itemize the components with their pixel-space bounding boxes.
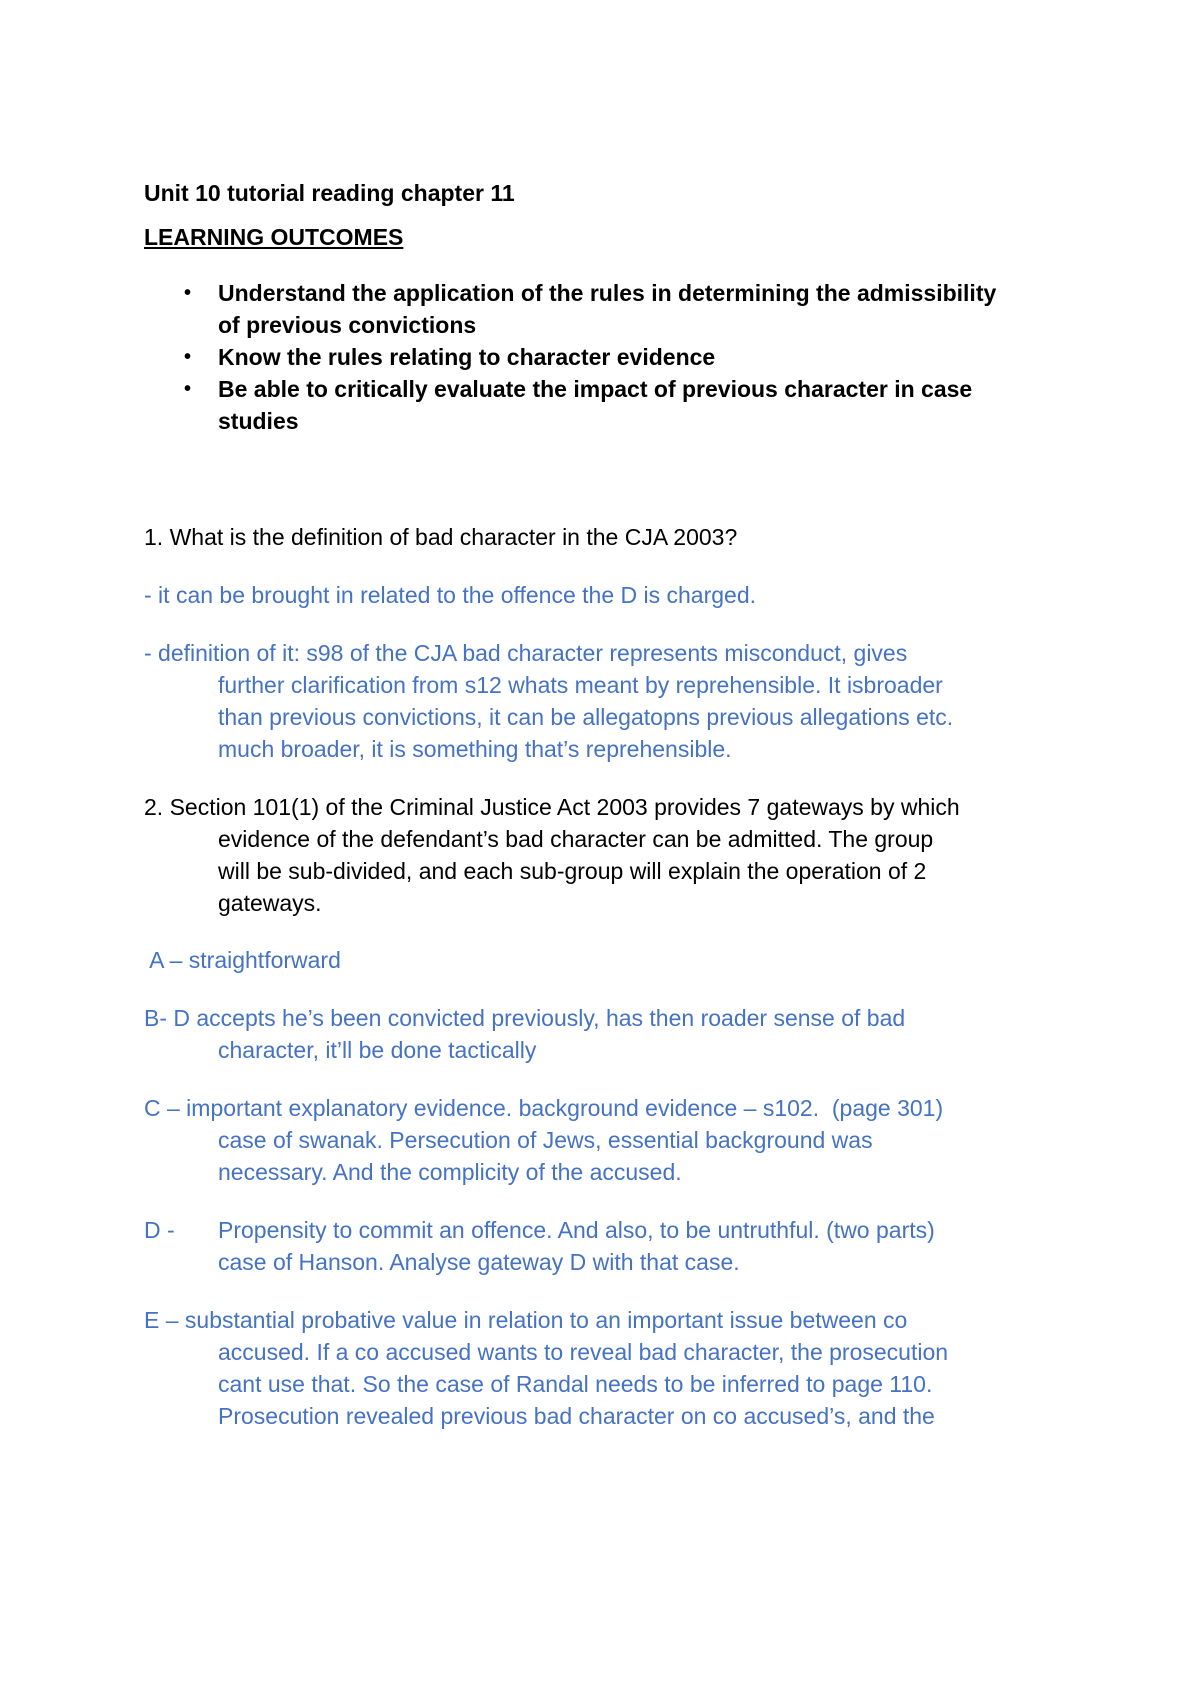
answer-1-line-1: - it can be brought in related to the offence the D is charged. (144, 582, 757, 608)
outcome-item-continuation: studies (218, 408, 299, 434)
gateway-text-line: character, it’ll be done tactically (218, 1037, 537, 1063)
gateway-text-line: E – substantial probative value in relation to an important issue between co (144, 1307, 908, 1333)
gateway-text-line: necessary. And the complicity of the accused. (218, 1159, 682, 1185)
gateway-text-line: Propensity to commit an offence. And also, to be untruthful. (two parts) (218, 1217, 935, 1243)
gateway-text-line: Prosecution revealed previous bad character on co accused’s, and the (218, 1403, 935, 1429)
gateway-text-line: case of swanak. Persecution of Jews, essential background was (218, 1127, 873, 1153)
answer-text-line: much broader, it is something that’s reprehensible. (218, 736, 732, 762)
document-title: Unit 10 tutorial reading chapter 11 (144, 180, 515, 206)
outcome-item: Know the rules relating to character evidence (218, 344, 716, 370)
question-text-line: 2. Section 101(1) of the Criminal Justice Act 2003 provides 7 gateways by which (144, 794, 960, 820)
question-text-line: gateways. (218, 890, 322, 916)
bullet-icon: • (184, 282, 192, 304)
question-text-line: will be sub-divided, and each sub-group will explain the operation of 2 (218, 858, 927, 884)
learning-outcomes-heading: LEARNING OUTCOMES (144, 224, 404, 250)
gateway-text-line: B- D accepts he’s been convicted previously, has then roader sense of bad (144, 1005, 906, 1031)
question-text-line: evidence of the defendant’s bad character can be admitted. The group (218, 826, 934, 852)
outcome-item: Be able to critically evaluate the impact of previous character in case (218, 376, 973, 402)
bullet-icon: • (184, 346, 192, 368)
outcome-item-continuation: of previous convictions (218, 312, 477, 338)
answer-text-line: than previous convictions, it can be allegatopns previous allegations etc. (218, 704, 954, 730)
gateway-a: A – straightforward (144, 947, 341, 973)
gateway-d-label: D - (144, 1217, 175, 1243)
question-1: 1. What is the definition of bad character in the CJA 2003? (144, 524, 738, 550)
answer-text-line: - definition of it: s98 of the CJA bad character represents misconduct, gives (144, 640, 908, 666)
gateway-text-line: C – important explanatory evidence. background evidence – s102. (page 301) (144, 1095, 944, 1121)
outcome-item: Understand the application of the rules in determining the admissibility (218, 280, 997, 306)
gateway-text-line: cant use that. So the case of Randal needs to be inferred to page 110. (218, 1371, 933, 1397)
gateway-text-line: case of Hanson. Analyse gateway D with that case. (218, 1249, 740, 1275)
gateway-text-line: accused. If a co accused wants to reveal bad character, the prosecution (218, 1339, 949, 1365)
bullet-icon: • (184, 378, 192, 400)
answer-text-line: further clarification from s12 whats meant by reprehensible. It isbroader (218, 672, 943, 698)
